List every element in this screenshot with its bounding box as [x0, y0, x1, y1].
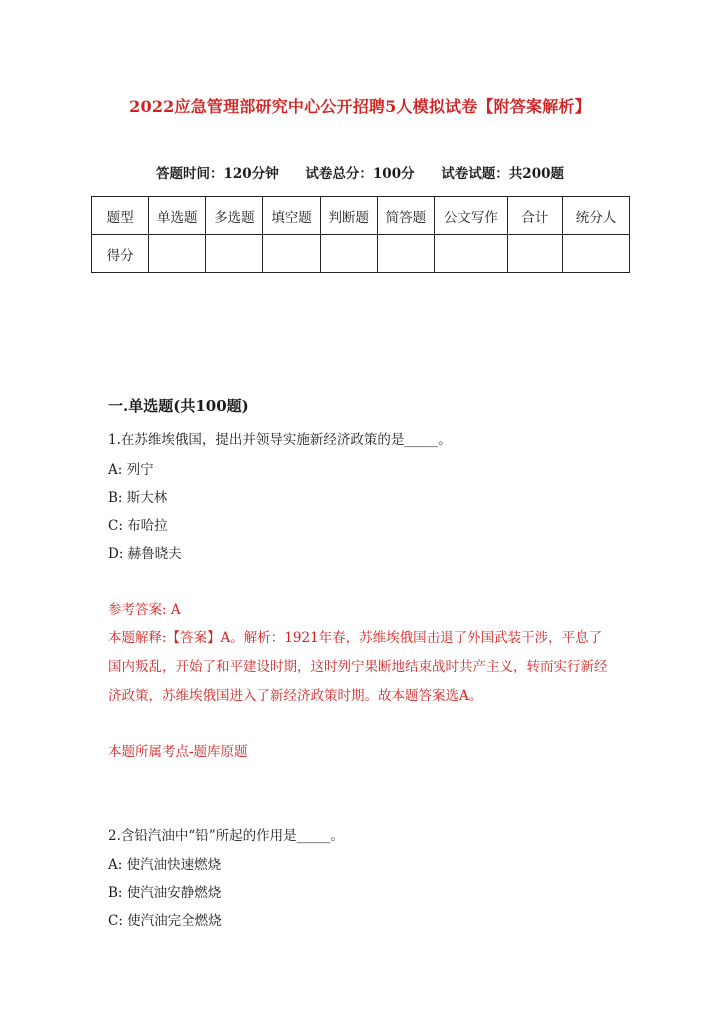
exam-total-score: 试卷总分：100分	[305, 166, 415, 182]
exam-meta	[0, 162, 720, 182]
question-option: C: 使汽油完全燃烧	[108, 913, 222, 929]
score-table-header-cell: 合计	[507, 197, 562, 235]
score-cell	[320, 235, 377, 273]
document-title: 2022应急管理部研究中心公开招聘5人模拟试卷【附答案解析】	[129, 97, 591, 116]
question-option: B: 使汽油安静燃烧	[108, 885, 222, 901]
score-table-header-row	[92, 197, 630, 235]
question-stem: 1.在苏维埃俄国，提出并领导实施新经济政策的是_____。	[108, 432, 452, 448]
answer-explanation: 本题解释:【答案】A。解析：1921年春，苏维埃俄国击退了外国武装干涉，平息了国内叛乱，开始了和平建设时期，这时列宁果断地结束战时共产主义，转而实行新经济政策，苏维埃俄国进入了新经济政策时期。故本题答案选A。	[108, 630, 608, 704]
reference-answer: 参考答案: A	[108, 602, 181, 618]
score-cell	[507, 235, 562, 273]
score-cell	[377, 235, 434, 273]
question-option: B: 斯大林	[108, 490, 168, 506]
score-table-header-cell: 判断题	[320, 197, 377, 235]
score-cell	[434, 235, 507, 273]
score-table	[91, 196, 630, 273]
score-table-header-cell: 简答题	[377, 197, 434, 235]
section-title: 一.单选题(共100题)	[108, 397, 249, 415]
score-table-score-row	[92, 235, 630, 273]
question-stem: 2.含铅汽油中“铅”所起的作用是_____。	[108, 828, 344, 844]
question-option: D: 赫鲁晓夫	[108, 546, 182, 562]
score-table-header-cell: 公文写作	[434, 197, 507, 235]
question-option: A: 使汽油快速燃烧	[108, 857, 222, 873]
score-row-label: 得分	[92, 235, 149, 273]
exam-time: 答题时间：120分钟	[156, 166, 279, 182]
score-cell	[149, 235, 206, 273]
question-source: 本题所属考点-题库原题	[108, 744, 248, 760]
question-option: A: 列宁	[108, 462, 154, 478]
score-table-header-cell: 题型	[92, 197, 149, 235]
score-table-header-cell: 填空题	[263, 197, 320, 235]
exam-total-questions: 试卷试题：共200题	[441, 166, 564, 182]
score-cell	[562, 235, 629, 273]
score-cell	[206, 235, 263, 273]
question-option: C: 布哈拉	[108, 518, 168, 534]
score-table-header-cell: 多选题	[206, 197, 263, 235]
score-table-header-cell: 统分人	[562, 197, 629, 235]
score-cell	[263, 235, 320, 273]
score-table-header-cell: 单选题	[149, 197, 206, 235]
